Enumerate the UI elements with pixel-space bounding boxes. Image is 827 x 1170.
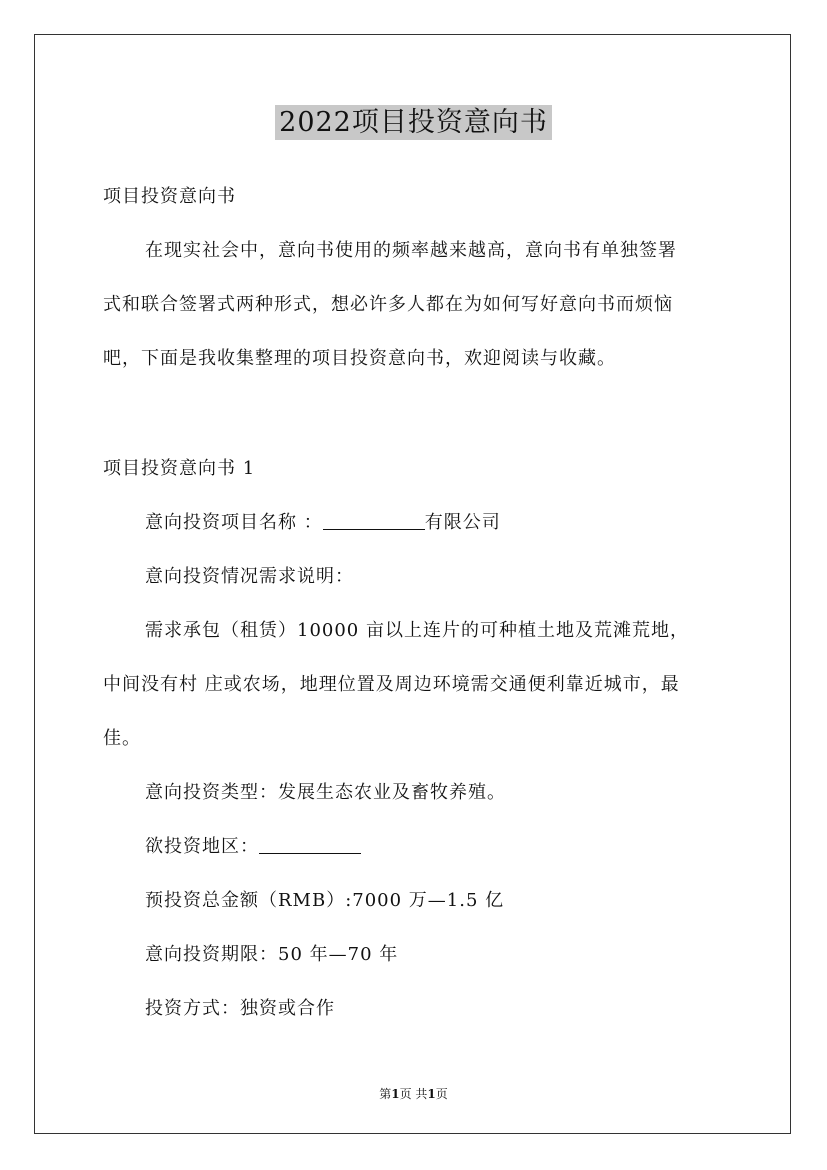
project-name-suffix: 有限公司 xyxy=(424,512,501,533)
footer-mid: 页 共 xyxy=(399,1087,428,1101)
intro-line-3: 吧，下面是我收集整理的项目投资意向书，欢迎阅读与收藏。 xyxy=(103,348,616,369)
document-title xyxy=(0,100,827,139)
project-name-row xyxy=(145,508,501,534)
intro-line-2: 式和联合签署式两种形式，想必许多人都在为如何写好意向书而烦恼 xyxy=(103,294,673,315)
section-heading: 项目投资意向书 1 xyxy=(103,458,256,479)
intro-line-1: 在现实社会中，意向书使用的频率越来越高，意向书有单独签署 xyxy=(145,240,677,261)
footer-suffix: 页 xyxy=(435,1087,448,1101)
region-row xyxy=(145,832,361,858)
page-footer xyxy=(0,1085,827,1102)
project-name-blank xyxy=(323,528,425,530)
needs-line-3: 佳。 xyxy=(103,728,141,749)
investment-period: 意向投资期限：50 年—70 年 xyxy=(145,944,399,965)
needs-label: 意向投资情况需求说明： xyxy=(145,566,354,587)
investment-amount: 预投资总金额（RMB）:7000 万—1.5 亿 xyxy=(145,890,505,911)
project-name-label: 意向投资项目名称 ： xyxy=(145,512,323,533)
footer-prefix: 第 xyxy=(379,1087,392,1101)
footer-total: 1 xyxy=(427,1087,436,1101)
subtitle: 项目投资意向书 xyxy=(103,186,236,207)
document-title-text: 2022项目投资意向书 xyxy=(275,105,552,140)
footer-page-num: 1 xyxy=(391,1087,400,1101)
needs-line-2: 中间没有村 庄或农场，地理位置及周边环境需交通便利靠近城市，最 xyxy=(103,674,680,695)
region-blank xyxy=(259,852,361,854)
investment-method: 投资方式：独资或合作 xyxy=(145,998,335,1019)
needs-line-1: 需求承包（租赁）10000 亩以上连片的可种植土地及荒滩荒地， xyxy=(145,620,689,641)
region-label: 欲投资地区： xyxy=(145,836,259,857)
investment-type: 意向投资类型：发展生态农业及畜牧养殖。 xyxy=(145,782,506,803)
